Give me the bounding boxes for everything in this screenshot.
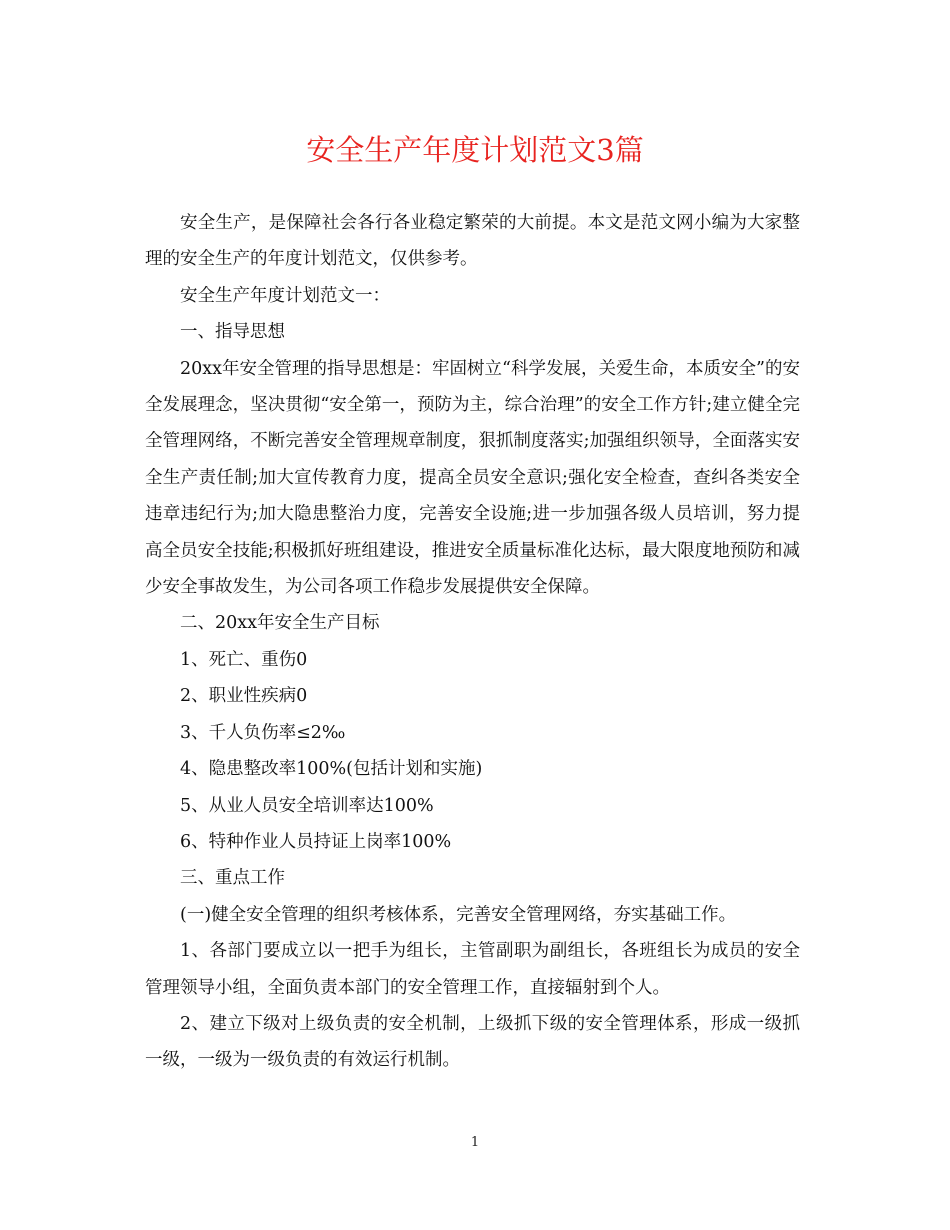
page-number: 1 (470, 1135, 480, 1150)
guiding-thought-paragraph: 20xx年安全管理的指导思想是：牢固树立“科学发展，关爱生命，本质安全”的安全发展理念，坚决贯彻“安全第一，预防为主，综合治理”的安全工作方针;建立健全完全管理网络，不断完善安全管理规章制度，狠抓制度落实;加强组织领导，全面落实安全生产责任制;加大宣传教育力度，提高全员安全意识;强化安全检查，查纠各类安全违章违纪行为;加大隐患整治力度，完善安全设施;进一步加强各级人员培训，努力提高全员安全技能;积极抓好班组建设，推进安全质量标准化达标，最大限度地预防和减少安全事故发生，为公司各项工作稳步发展提供安全保障。 (145, 358, 800, 598)
intro-paragraph: 安全生产，是保障社会各行各业稳定繁荣的大前提。本文是范文网小编为大家整理的安全生产的年度计划范文，仅供参考。 (145, 213, 800, 270)
goal-item: 6、特种作业人员持证上岗率100% (180, 831, 452, 852)
document-title: 安全生产年度计划范文3篇 (306, 133, 644, 167)
section-heading-guiding-thought: 一、指导思想 (180, 322, 285, 343)
goal-item: 2、职业性疾病0 (180, 686, 308, 707)
section-heading-key-work: 三、重点工作 (180, 868, 285, 889)
goal-item: 5、从业人员安全培训率达100% (180, 795, 434, 816)
goal-item: 1、死亡、重伤0 (180, 649, 308, 670)
section-heading-sample-one: 安全生产年度计划范文一： (180, 285, 390, 306)
section-heading-goals: 二、20xx年安全生产目标 (180, 613, 380, 634)
goal-item: 4、隐患整改率100%(包括计划和实施) (180, 759, 483, 780)
key-work-subheading: (一)健全安全管理的组织考核体系，完善安全管理网络，夯实基础工作。 (180, 904, 737, 925)
key-work-item: 1、各部门要成立以一把手为组长，主管副职为副组长，各班组长为成员的安全管理领导小组，全面负责本部门的安全管理工作，直接辐射到个人。 (145, 941, 800, 998)
key-work-item: 2、建立下级对上级负责的安全机制，上级抓下级的安全管理体系，形成一级抓一级，一级为一级负责的有效运行机制。 (145, 1013, 800, 1071)
goal-item: 3、千人负伤率≤2‰ (180, 722, 346, 743)
document-body (145, 205, 800, 1079)
